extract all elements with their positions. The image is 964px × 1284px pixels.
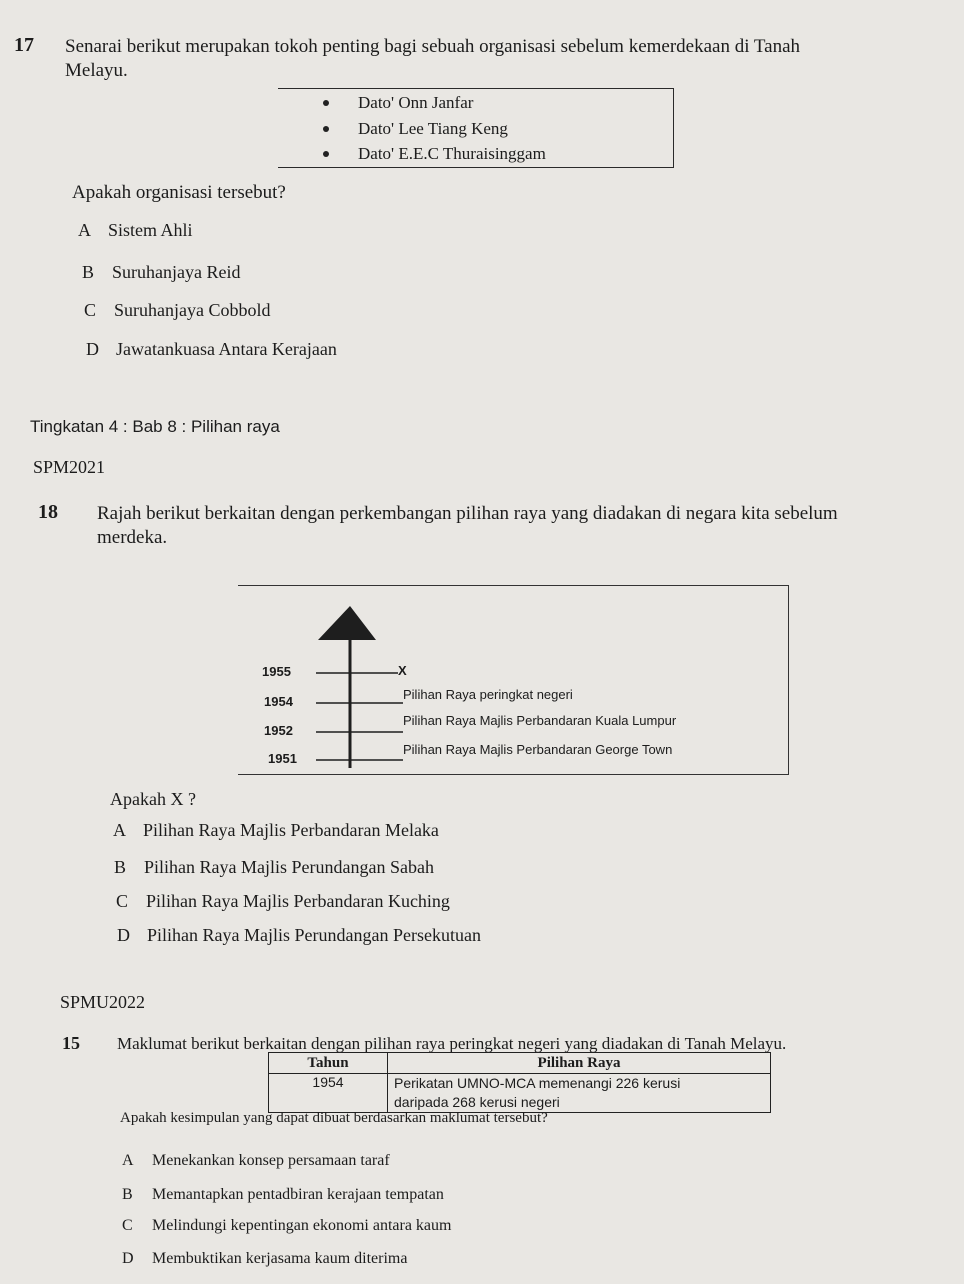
q17-text-line2: Melayu. (65, 60, 128, 81)
arrow-up-icon (318, 606, 376, 640)
q18-option-a[interactable]: A Pilihan Raya Majlis Perbandaran Melaka (113, 820, 439, 840)
table-header-election: Pilihan Raya (388, 1053, 771, 1074)
q18-option-d[interactable]: D Pilihan Raya Majlis Perundangan Persekutuan (117, 925, 481, 945)
timeline-year: 1951 (268, 751, 297, 766)
timeline-event: Pilihan Raya Majlis Perbandaran George Town (403, 742, 673, 757)
chapter-heading: Tingkatan 4 : Bab 8 : Pilihan raya (30, 417, 280, 436)
q15-question: Apakah kesimpulan yang dapat dibuat berdasarkan maklumat tersebut? (120, 1110, 548, 1126)
q17-option-a[interactable]: A Sistem Ahli (78, 220, 193, 240)
table-row (269, 1074, 771, 1113)
q15-number: 15 (62, 1033, 80, 1053)
q18-text-line2: merdeka. (97, 527, 168, 548)
timeline-event: X (398, 663, 407, 678)
q18-number: 18 (38, 501, 58, 523)
q17-question: Apakah organisasi tersebut? (72, 182, 286, 203)
table-cell-year: 1954 (269, 1074, 388, 1113)
table-cell-event: Perikatan UMNO-MCA memenangi 226 kerusi daripada 268 kerusi negeri (388, 1074, 771, 1113)
exam-label-spmu2022: SPMU2022 (60, 992, 146, 1012)
exam-label-spm2021: SPM2021 (33, 457, 106, 477)
q18-option-c[interactable]: C Pilihan Raya Majlis Perbandaran Kuching (116, 891, 450, 911)
timeline-year: 1954 (264, 694, 293, 709)
q17-number: 17 (14, 34, 34, 56)
q18-question: Apakah X ? (110, 789, 196, 809)
timeline-event: Pilihan Raya Majlis Perbandaran Kuala Lumpur (403, 713, 677, 728)
timeline-year: 1952 (264, 723, 293, 738)
table-header-year: Tahun (269, 1053, 388, 1074)
q18-timeline-diagram (238, 585, 789, 775)
q17-option-b[interactable]: B Suruhanjaya Reid (82, 262, 241, 282)
timeline-year: 1955 (262, 664, 291, 679)
bullet-icon (323, 151, 329, 157)
q15-option-b[interactable]: B Memantapkan pentadbiran kerajaan tempatan (122, 1186, 444, 1203)
q15-option-d[interactable]: D Membuktikan kerjasama kaum diterima (122, 1250, 408, 1267)
q18-text-line1: Rajah berikut berkaitan dengan perkembangan pilihan raya yang diadakan di negara kita sebelum (97, 503, 838, 524)
q17-text-line1: Senarai berikut merupakan tokoh penting bagi sebuah organisasi sebelum kemerdekaan di Tanah (65, 36, 801, 57)
q17-option-d[interactable]: D Jawatankuasa Antara Kerajaan (86, 339, 337, 359)
q15-table (268, 1052, 771, 1113)
timeline-event: Pilihan Raya peringkat negeri (403, 687, 573, 702)
q17-list-box: Dato' Onn Janfar Dato' Lee Tiang Keng Dato' E.E.C Thuraisinggam (278, 88, 674, 168)
bullet-icon (323, 100, 329, 106)
q15-option-a[interactable]: A Menekankan konsep persamaan taraf (122, 1152, 390, 1169)
table-header-row (269, 1053, 771, 1074)
q15-option-c[interactable]: C Melindungi kepentingan ekonomi antara kaum (122, 1217, 452, 1234)
q17-option-c[interactable]: C Suruhanjaya Cobbold (84, 300, 271, 320)
bullet-icon (323, 126, 329, 132)
q15-text: Maklumat berikut berkaitan dengan pilihan raya peringkat negeri yang diadakan di Tanah Melayu. (117, 1034, 787, 1053)
q18-option-b[interactable]: B Pilihan Raya Majlis Perundangan Sabah (114, 857, 434, 877)
